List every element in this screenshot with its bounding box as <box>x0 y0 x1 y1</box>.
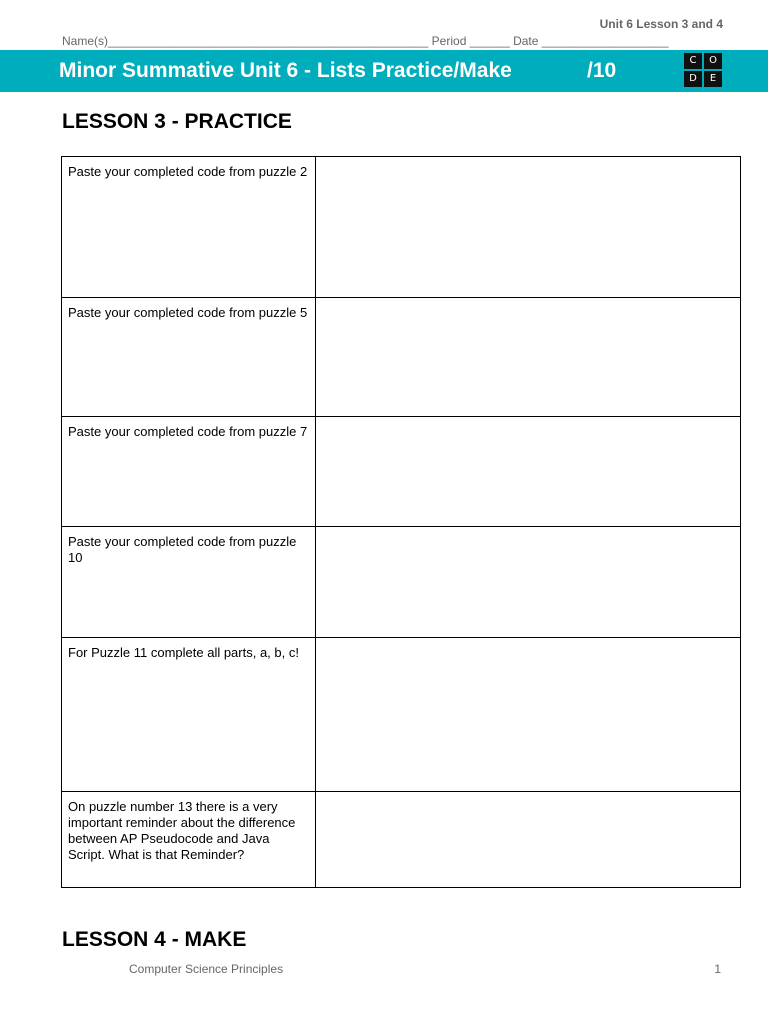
answer-cell[interactable] <box>316 527 741 638</box>
lesson3-heading: LESSON 3 - PRACTICE <box>62 110 292 133</box>
unit-tag: Unit 6 Lesson 3 and 4 <box>599 17 723 31</box>
table-row <box>62 527 741 638</box>
logo-letter-e: E <box>704 71 722 87</box>
answer-cell[interactable] <box>316 298 741 417</box>
logo-letter-c: C <box>684 53 702 69</box>
document-title: Minor Summative Unit 6 - Lists Practice/Make <box>59 59 512 82</box>
answer-cell[interactable] <box>316 638 741 792</box>
prompt-cell: For Puzzle 11 complete all parts, a, b, c! <box>62 638 316 792</box>
table-row <box>62 792 741 888</box>
answer-cell[interactable] <box>316 792 741 888</box>
lesson4-heading: LESSON 4 - MAKE <box>62 928 247 951</box>
code-logo <box>684 53 724 89</box>
logo-letter-o: O <box>704 53 722 69</box>
prompt-cell: Paste your completed code from puzzle 10 <box>62 527 316 638</box>
score-label: /10 <box>587 59 617 82</box>
table-row <box>62 298 741 417</box>
title-banner <box>0 50 768 92</box>
answer-cell[interactable] <box>316 157 741 298</box>
answer-cell[interactable] <box>316 417 741 527</box>
table-row <box>62 638 741 792</box>
footer-page-number: 1 <box>714 962 721 976</box>
logo-letter-d: D <box>684 71 702 87</box>
prompt-cell: Paste your completed code from puzzle 5 <box>62 298 316 417</box>
prompt-cell: On puzzle number 13 there is a very important reminder about the difference between AP Pseudocode and Java Script. What is that Reminder? <box>62 792 316 888</box>
prompt-cell: Paste your completed code from puzzle 2 <box>62 157 316 298</box>
name-period-date-line: Name(s)________________________________________________ Period ______ Date ___________________ <box>62 34 669 48</box>
table-row <box>62 157 741 298</box>
table-row <box>62 417 741 527</box>
footer-course: Computer Science Principles <box>129 962 284 976</box>
practice-table <box>61 156 741 888</box>
prompt-cell: Paste your completed code from puzzle 7 <box>62 417 316 527</box>
